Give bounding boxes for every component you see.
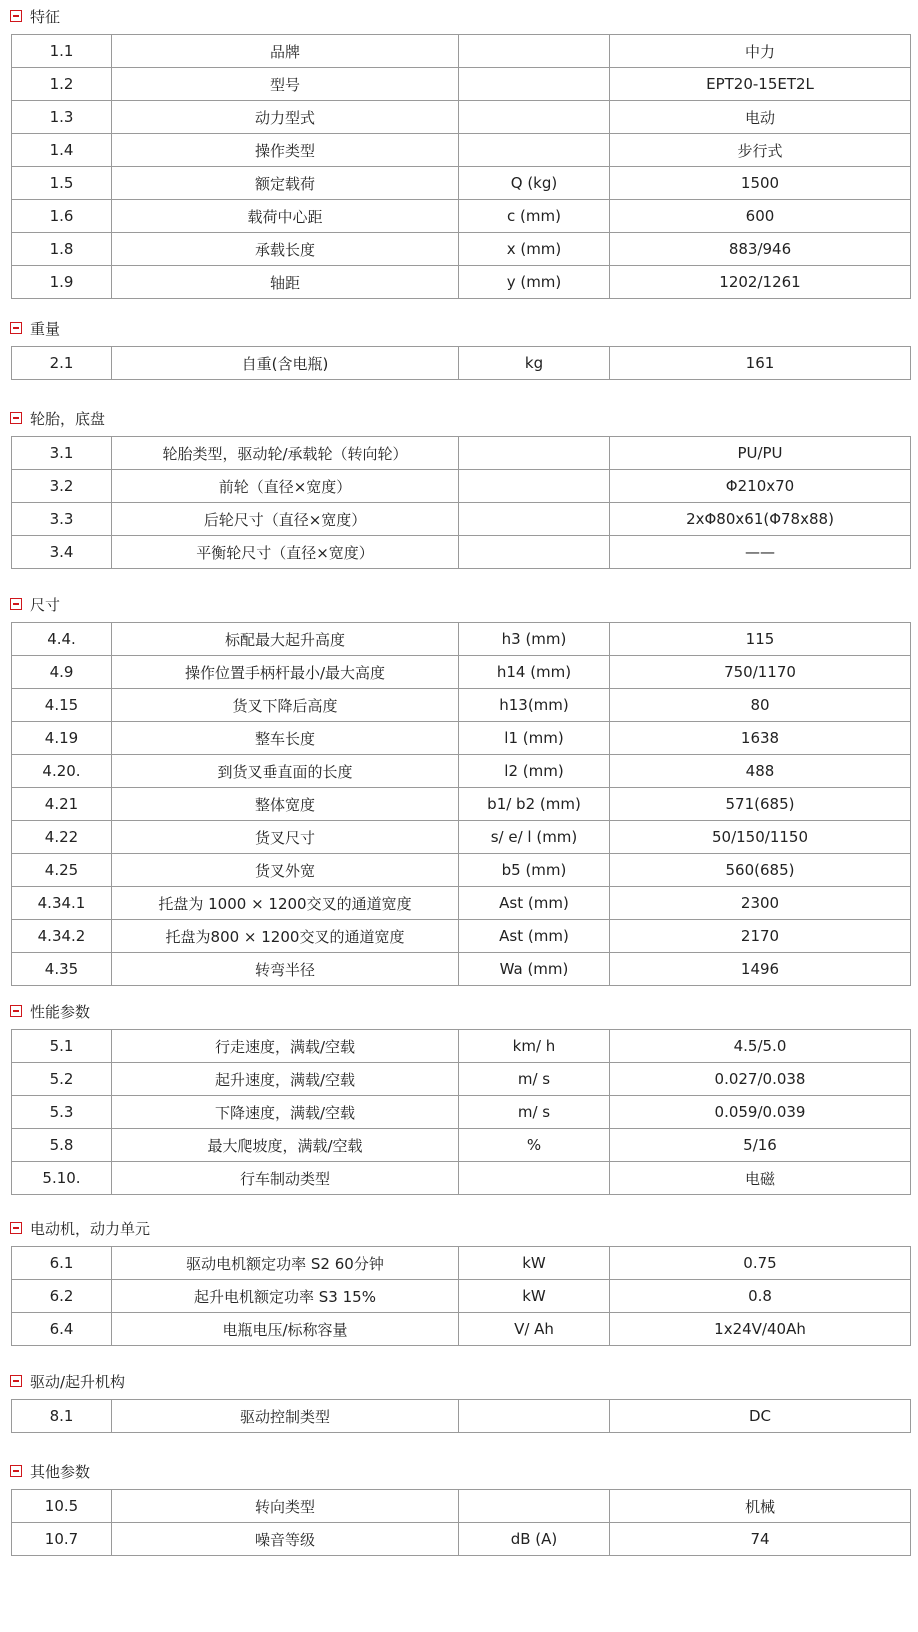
spec-value: EPT20-15ET2L <box>610 68 911 101</box>
spec-unit: kW <box>459 1280 610 1313</box>
spec-name: 驱动控制类型 <box>112 1400 459 1433</box>
spec-name: 承载长度 <box>112 233 459 266</box>
spec-table <box>11 436 911 569</box>
spec-value: 600 <box>610 200 911 233</box>
spec-unit <box>459 134 610 167</box>
collapse-minus-icon[interactable] <box>10 322 22 334</box>
spec-value: 1202/1261 <box>610 266 911 299</box>
spec-code: 10.7 <box>12 1523 112 1556</box>
table-row <box>12 755 911 788</box>
spec-name: 货叉下降后高度 <box>112 689 459 722</box>
spec-unit: b1/ b2 (mm) <box>459 788 610 821</box>
spec-unit <box>459 35 610 68</box>
spec-code: 4.34.1 <box>12 887 112 920</box>
table-row <box>12 167 911 200</box>
spec-code: 4.25 <box>12 854 112 887</box>
spec-value: 488 <box>610 755 911 788</box>
spec-unit: dB (A) <box>459 1523 610 1556</box>
section-title: 其他参数 <box>30 1462 91 1481</box>
spec-value: 1638 <box>610 722 911 755</box>
spec-value: 1496 <box>610 953 911 986</box>
table-row <box>12 920 911 953</box>
table-row <box>12 1280 911 1313</box>
spec-value: 4.5/5.0 <box>610 1030 911 1063</box>
spec-name: 托盘为800 × 1200交叉的通道宽度 <box>112 920 459 953</box>
spec-name: 操作位置手柄杆最小/最大高度 <box>112 656 459 689</box>
section-title: 驱动/起升机构 <box>30 1372 126 1391</box>
table-row <box>12 1096 911 1129</box>
spec-name: 轮胎类型，驱动轮/承载轮（转向轮） <box>112 437 459 470</box>
spec-table <box>11 1246 911 1346</box>
spec-unit: h13(mm) <box>459 689 610 722</box>
spec-name: 下降速度，满载/空载 <box>112 1096 459 1129</box>
spec-code: 6.4 <box>12 1313 112 1346</box>
spec-value: 883/946 <box>610 233 911 266</box>
spec-value: —— <box>610 536 911 569</box>
collapse-minus-icon[interactable] <box>10 412 22 424</box>
table-row <box>12 233 911 266</box>
section-header[interactable] <box>10 5 60 27</box>
spec-unit <box>459 536 610 569</box>
spec-code: 1.2 <box>12 68 112 101</box>
spec-value: 750/1170 <box>610 656 911 689</box>
section-header[interactable] <box>10 1217 150 1239</box>
spec-value: 2300 <box>610 887 911 920</box>
table-row <box>12 1162 911 1195</box>
spec-name: 驱动电机额定功率 S2 60分钟 <box>112 1247 459 1280</box>
spec-name: 货叉尺寸 <box>112 821 459 854</box>
spec-value: 115 <box>610 623 911 656</box>
collapse-minus-icon[interactable] <box>10 1222 22 1234</box>
section-header[interactable] <box>10 593 60 615</box>
spec-value: 161 <box>610 347 911 380</box>
table-row <box>12 1490 911 1523</box>
spec-unit: h3 (mm) <box>459 623 610 656</box>
table-row <box>12 623 911 656</box>
spec-code: 2.1 <box>12 347 112 380</box>
spec-name: 后轮尺寸（直径×宽度） <box>112 503 459 536</box>
spec-unit <box>459 68 610 101</box>
spec-name: 载荷中心距 <box>112 200 459 233</box>
spec-code: 4.34.2 <box>12 920 112 953</box>
spec-code: 1.8 <box>12 233 112 266</box>
section-title: 重量 <box>30 319 61 338</box>
spec-unit: l1 (mm) <box>459 722 610 755</box>
collapse-minus-icon[interactable] <box>10 598 22 610</box>
spec-unit: x (mm) <box>459 233 610 266</box>
spec-unit: Ast (mm) <box>459 920 610 953</box>
spec-name: 托盘为 1000 × 1200交叉的通道宽度 <box>112 887 459 920</box>
spec-name: 动力型式 <box>112 101 459 134</box>
spec-name: 转弯半径 <box>112 953 459 986</box>
spec-code: 3.1 <box>12 437 112 470</box>
section-title: 电动机，动力单元 <box>30 1219 151 1238</box>
spec-value: Φ210x70 <box>610 470 911 503</box>
table-row <box>12 722 911 755</box>
table-row <box>12 470 911 503</box>
table-row <box>12 656 911 689</box>
spec-value: 机械 <box>610 1490 911 1523</box>
spec-name: 噪音等级 <box>112 1523 459 1556</box>
collapse-minus-icon[interactable] <box>10 1375 22 1387</box>
spec-value: 电动 <box>610 101 911 134</box>
spec-name: 电瓶电压/标称容量 <box>112 1313 459 1346</box>
table-row <box>12 266 911 299</box>
spec-unit: y (mm) <box>459 266 610 299</box>
section-title: 轮胎，底盘 <box>30 409 106 428</box>
spec-table <box>11 1399 911 1433</box>
table-row <box>12 821 911 854</box>
spec-name: 轴距 <box>112 266 459 299</box>
collapse-minus-icon[interactable] <box>10 1465 22 1477</box>
spec-value: 步行式 <box>610 134 911 167</box>
table-row <box>12 68 911 101</box>
spec-table <box>11 34 911 299</box>
spec-value: 0.75 <box>610 1247 911 1280</box>
table-row <box>12 854 911 887</box>
spec-code: 3.2 <box>12 470 112 503</box>
spec-value: 0.8 <box>610 1280 911 1313</box>
table-row <box>12 1030 911 1063</box>
spec-code: 3.4 <box>12 536 112 569</box>
spec-unit: Wa (mm) <box>459 953 610 986</box>
spec-code: 1.4 <box>12 134 112 167</box>
spec-name: 平衡轮尺寸（直径×宽度） <box>112 536 459 569</box>
spec-name: 前轮（直径×宽度） <box>112 470 459 503</box>
spec-name: 标配最大起升高度 <box>112 623 459 656</box>
spec-code: 1.6 <box>12 200 112 233</box>
spec-code: 4.9 <box>12 656 112 689</box>
spec-value: 1x24V/40Ah <box>610 1313 911 1346</box>
spec-unit <box>459 470 610 503</box>
spec-unit: s/ e/ l (mm) <box>459 821 610 854</box>
spec-name: 转向类型 <box>112 1490 459 1523</box>
spec-unit <box>459 1490 610 1523</box>
spec-code: 5.3 <box>12 1096 112 1129</box>
spec-value: 571(685) <box>610 788 911 821</box>
spec-code: 1.1 <box>12 35 112 68</box>
spec-unit: b5 (mm) <box>459 854 610 887</box>
spec-name: 型号 <box>112 68 459 101</box>
spec-name: 操作类型 <box>112 134 459 167</box>
spec-code: 5.10. <box>12 1162 112 1195</box>
spec-unit: kW <box>459 1247 610 1280</box>
spec-code: 4.22 <box>12 821 112 854</box>
section-header[interactable] <box>10 407 105 429</box>
spec-unit: V/ Ah <box>459 1313 610 1346</box>
spec-code: 4.4. <box>12 623 112 656</box>
section-title: 特征 <box>30 7 61 26</box>
spec-name: 整体宽度 <box>112 788 459 821</box>
spec-value: DC <box>610 1400 911 1433</box>
spec-unit <box>459 101 610 134</box>
spec-name: 货叉外宽 <box>112 854 459 887</box>
spec-code: 1.3 <box>12 101 112 134</box>
table-row <box>12 689 911 722</box>
spec-code: 4.19 <box>12 722 112 755</box>
table-row <box>12 887 911 920</box>
section-title: 尺寸 <box>30 595 61 614</box>
spec-unit: h14 (mm) <box>459 656 610 689</box>
spec-code: 4.15 <box>12 689 112 722</box>
spec-unit: m/ s <box>459 1096 610 1129</box>
spec-value: 50/150/1150 <box>610 821 911 854</box>
spec-table <box>11 346 911 380</box>
table-row <box>12 503 911 536</box>
spec-code: 5.1 <box>12 1030 112 1063</box>
spec-unit: Ast (mm) <box>459 887 610 920</box>
collapse-minus-icon[interactable] <box>10 10 22 22</box>
section-title: 性能参数 <box>30 1002 91 1021</box>
spec-value: 74 <box>610 1523 911 1556</box>
spec-value: 80 <box>610 689 911 722</box>
collapse-minus-icon[interactable] <box>10 1005 22 1017</box>
spec-name: 整车长度 <box>112 722 459 755</box>
spec-code: 10.5 <box>12 1490 112 1523</box>
spec-unit: l2 (mm) <box>459 755 610 788</box>
spec-code: 4.21 <box>12 788 112 821</box>
spec-code: 5.8 <box>12 1129 112 1162</box>
spec-code: 1.9 <box>12 266 112 299</box>
spec-name: 行走速度，满载/空载 <box>112 1030 459 1063</box>
spec-value: 中力 <box>610 35 911 68</box>
spec-code: 6.2 <box>12 1280 112 1313</box>
spec-value: 0.059/0.039 <box>610 1096 911 1129</box>
spec-name: 到货叉垂直面的长度 <box>112 755 459 788</box>
spec-name: 品牌 <box>112 35 459 68</box>
table-row <box>12 1063 911 1096</box>
spec-code: 4.20. <box>12 755 112 788</box>
spec-name: 起升电机额定功率 S3 15% <box>112 1280 459 1313</box>
spec-table <box>11 622 911 986</box>
spec-value: 2170 <box>610 920 911 953</box>
spec-code: 8.1 <box>12 1400 112 1433</box>
spec-code: 3.3 <box>12 503 112 536</box>
section-header[interactable] <box>10 1370 125 1392</box>
spec-value: 1500 <box>610 167 911 200</box>
spec-table <box>11 1489 911 1556</box>
spec-code: 5.2 <box>12 1063 112 1096</box>
spec-code: 4.35 <box>12 953 112 986</box>
spec-unit <box>459 1162 610 1195</box>
spec-code: 6.1 <box>12 1247 112 1280</box>
table-row <box>12 1400 911 1433</box>
spec-value: 电磁 <box>610 1162 911 1195</box>
spec-value: 5/16 <box>610 1129 911 1162</box>
spec-unit: km/ h <box>459 1030 610 1063</box>
spec-unit: kg <box>459 347 610 380</box>
spec-table <box>11 1029 911 1195</box>
section-header[interactable] <box>10 1460 90 1482</box>
spec-value: PU/PU <box>610 437 911 470</box>
spec-unit: c (mm) <box>459 200 610 233</box>
table-row <box>12 953 911 986</box>
spec-name: 最大爬坡度，满载/空载 <box>112 1129 459 1162</box>
spec-value: 0.027/0.038 <box>610 1063 911 1096</box>
table-row <box>12 1247 911 1280</box>
section-header[interactable] <box>10 317 60 339</box>
table-row <box>12 101 911 134</box>
spec-value: 560(685) <box>610 854 911 887</box>
table-row <box>12 1129 911 1162</box>
spec-code: 1.5 <box>12 167 112 200</box>
table-row <box>12 1523 911 1556</box>
section-header[interactable] <box>10 1000 90 1022</box>
spec-unit: Q (kg) <box>459 167 610 200</box>
table-row <box>12 437 911 470</box>
spec-unit: m/ s <box>459 1063 610 1096</box>
table-row <box>12 347 911 380</box>
spec-unit <box>459 503 610 536</box>
table-row <box>12 536 911 569</box>
spec-name: 起升速度，满载/空载 <box>112 1063 459 1096</box>
spec-name: 额定载荷 <box>112 167 459 200</box>
spec-unit <box>459 1400 610 1433</box>
spec-unit: % <box>459 1129 610 1162</box>
table-row <box>12 35 911 68</box>
spec-unit <box>459 437 610 470</box>
spec-value: 2xΦ80x61(Φ78x88) <box>610 503 911 536</box>
spec-name: 自重(含电瓶) <box>112 347 459 380</box>
table-row <box>12 134 911 167</box>
spec-name: 行车制动类型 <box>112 1162 459 1195</box>
table-row <box>12 1313 911 1346</box>
table-row <box>12 200 911 233</box>
table-row <box>12 788 911 821</box>
